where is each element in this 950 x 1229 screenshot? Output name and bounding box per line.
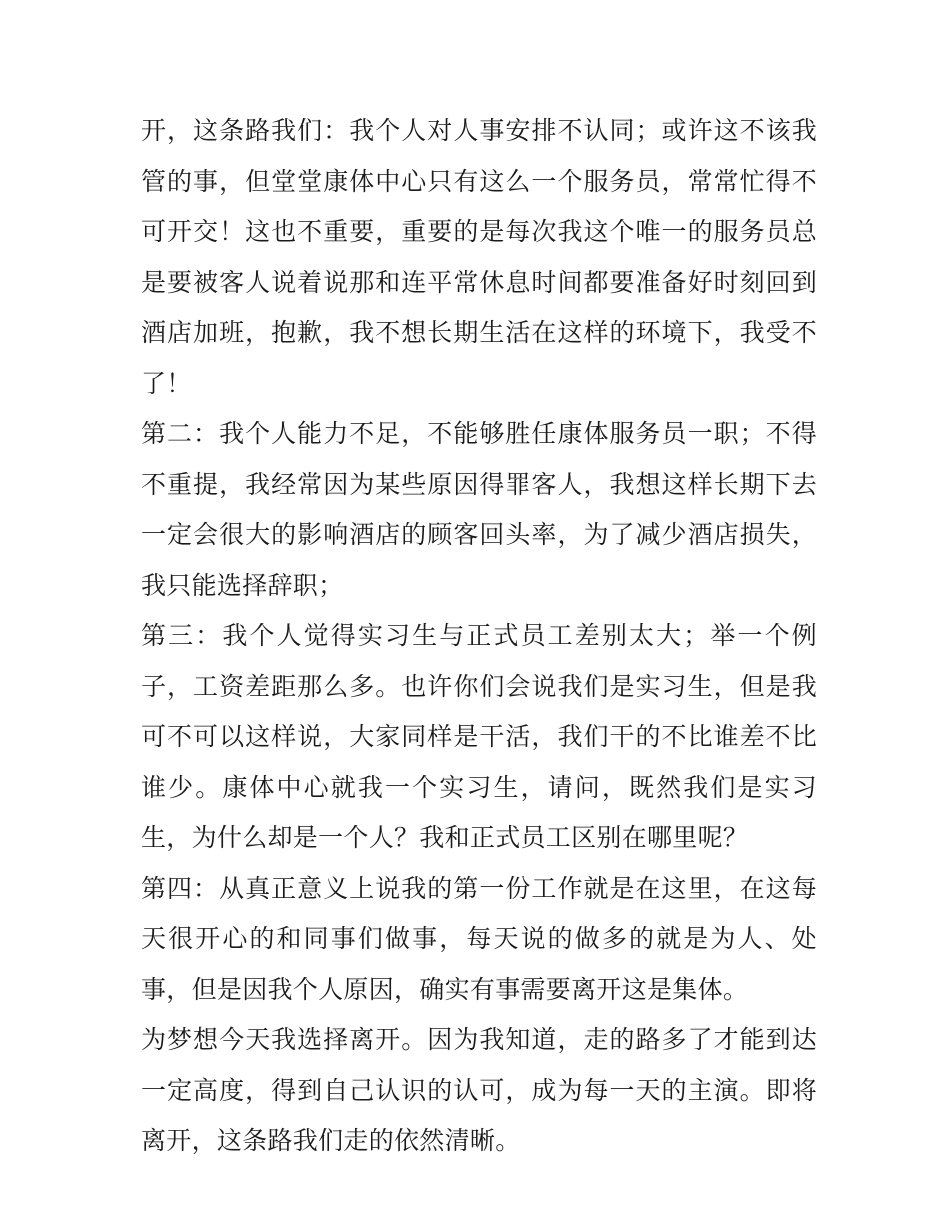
paragraph-reason-four: 第四：从真正意义上说我的第一份工作就是在这里，在这每天很开心的和同事们做事，每天说的做多的就是为人、处事，但是因我个人原因，确实有事需要离开这是集体。 — [141, 873, 817, 1004]
paragraph-reason-two: 第二：我个人能力不足，不能够胜任康体服务员一职；不得不重提，我经常因为某些原因得罪客人，我想这样长期下去一定会很大的影响酒店的顾客回头率，为了减少酒店损失，我只能选择辞职； — [141, 419, 817, 600]
paragraph-continuation: 开，这条路我们：我个人对人事安排不认同；或许这不该我管的事，但堂堂康体中心只有这么一个服务员，常常忙得不可开交！这也不重要，重要的是每次我这个唯一的服务员总是要被客人说着说那和连平常休息时间都要准备好时刻回到酒店加班，抱歉，我不想长期生活在这样的环境下，我受不了！ — [141, 116, 817, 398]
document-body — [141, 106, 817, 1167]
paragraph-closing: 为梦想今天我选择离开。因为我知道，走的路多了才能到达一定高度，得到自己认识的认可，成为每一天的主演。即将离开，这条路我们走的依然清晰。 — [141, 1025, 817, 1155]
paragraph-reason-three: 第三：我个人觉得实习生与正式员工差别太大；举一个例子，工资差距那么多。也许你们会说我们是实习生，但是我可不可以这样说，大家同样是干活，我们干的不比谁差不比谁少。康体中心就我一个实习生，请问，既然我们是实习生，为什么却是一个人？我和正式员工区别在哪里呢？ — [141, 621, 817, 852]
